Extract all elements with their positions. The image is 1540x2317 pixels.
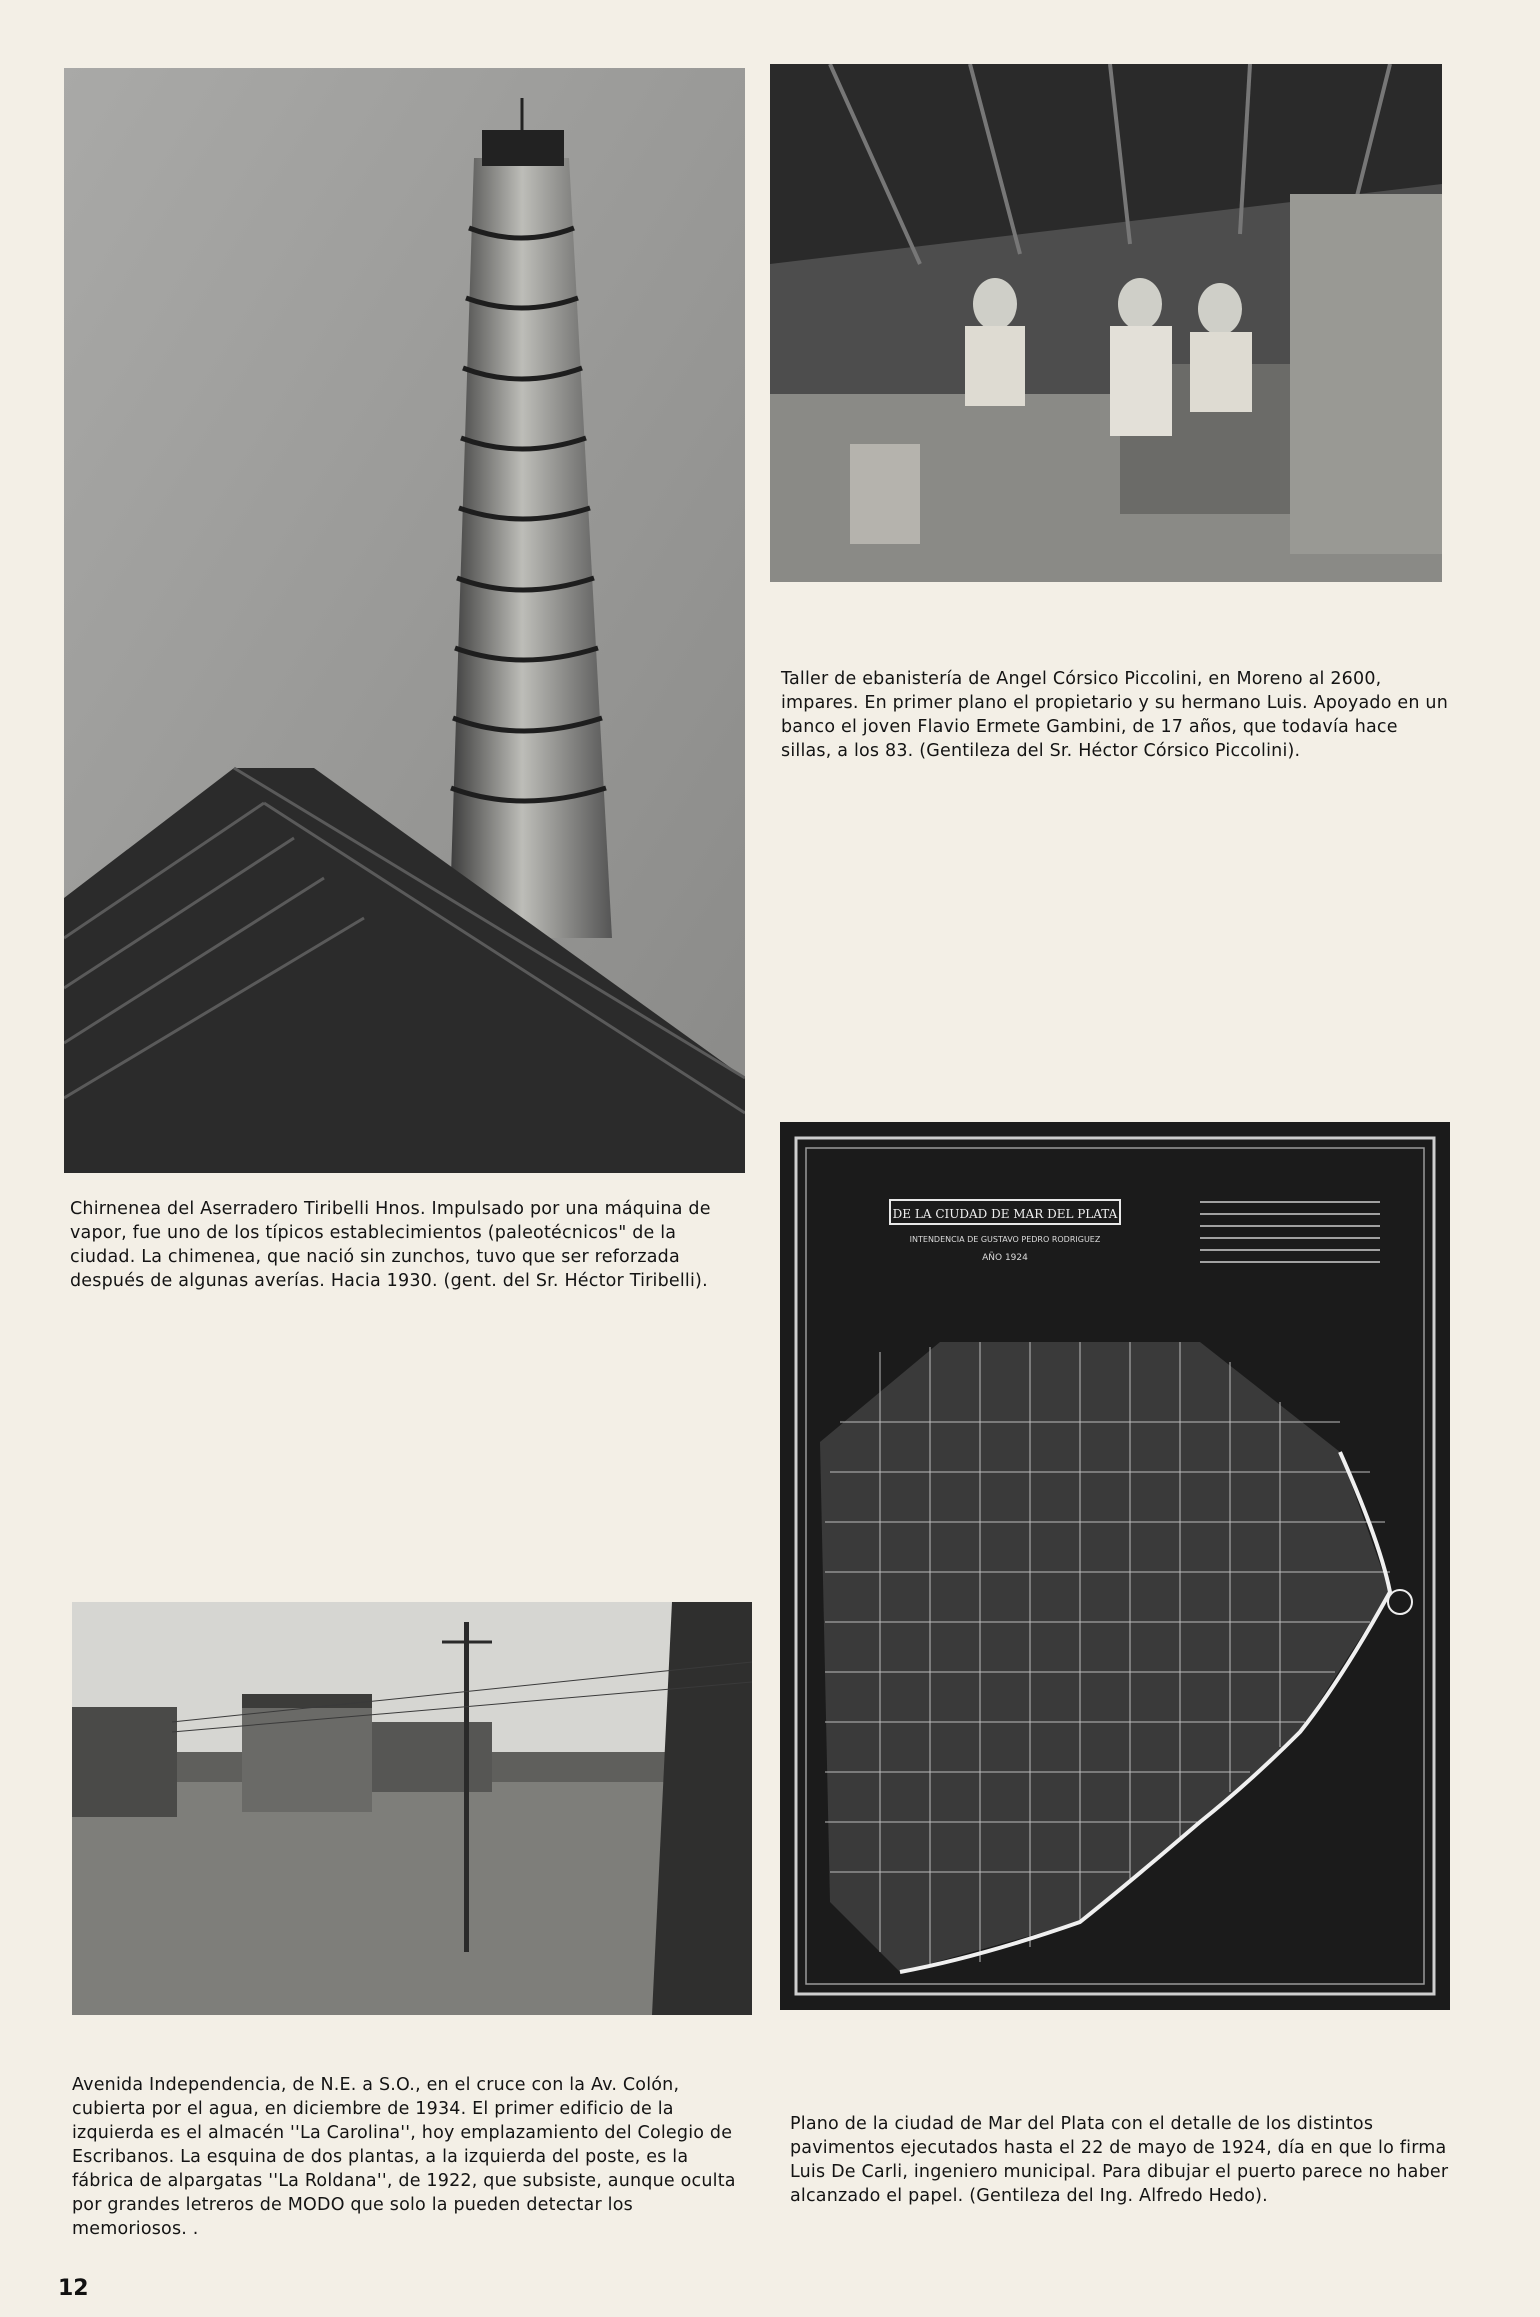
page-number: 12 xyxy=(58,2276,89,2301)
avenue-flood-photo xyxy=(72,1602,752,2015)
workshop-caption: Taller de ebanistería de Angel Córsico Piccolini, en Moreno al 2600, impares. En primer plano el propietario y su hermano Luis. Apoyado en un banco el joven Flavio Ermete Gambini, de 17 años, que todavía hace sillas, a los 83. (Gentileza del Sr. Héctor Córsico Piccolini). xyxy=(781,669,1448,761)
city-map-photo xyxy=(780,1122,1450,2010)
avenue-caption: Avenida Independencia, de N.E. a S.O., en el cruce con la Av. Colón, cubierta por el agua, en diciembre de 1934. El primer edificio de la izquierda es el almacén ''La Carolina'', hoy emplazamiento del Colegio de Escribanos. La esquina de dos plantas, a la izquierda del poste, es la fábrica de alpargatas ''La Roldana'', de 1922, que subsiste, aunque oculta por grandes letreros de MODO que solo la pueden detectar los memoriosos. . xyxy=(72,2075,736,2239)
map-title-line3: AÑO 1924 xyxy=(982,1253,1028,1263)
map-title-line1: DE LA CIUDAD DE MAR DEL PLATA xyxy=(892,1207,1118,1221)
chimney-photo xyxy=(64,68,745,1173)
map-title-line2: INTENDENCIA DE GUSTAVO PEDRO RODRIGUEZ xyxy=(909,1235,1101,1244)
workshop-photo xyxy=(770,64,1442,582)
chimney-caption: Chirnenea del Aserradero Tiribelli Hnos. Impulsado por una máquina de vapor, fue uno de los típicos establecimientos (paleotécnicos" de la ciudad. La chimenea, que nació sin zunchos, tuvo que ser reforzada después de algunas averías. Hacia 1930. (gent. del Sr. Héctor Tiribelli). xyxy=(70,1199,711,1291)
map-caption: Plano de la ciudad de Mar del Plata con el detalle de los distintos pavimentos ejecutados hasta el 22 de mayo de 1924, día en que lo firma Luis De Carli, ingeniero municipal. Para dibujar el puerto parece no haber alcanzado el papel. (Gentileza del Ing. Alfredo Hedo). xyxy=(790,2114,1449,2206)
